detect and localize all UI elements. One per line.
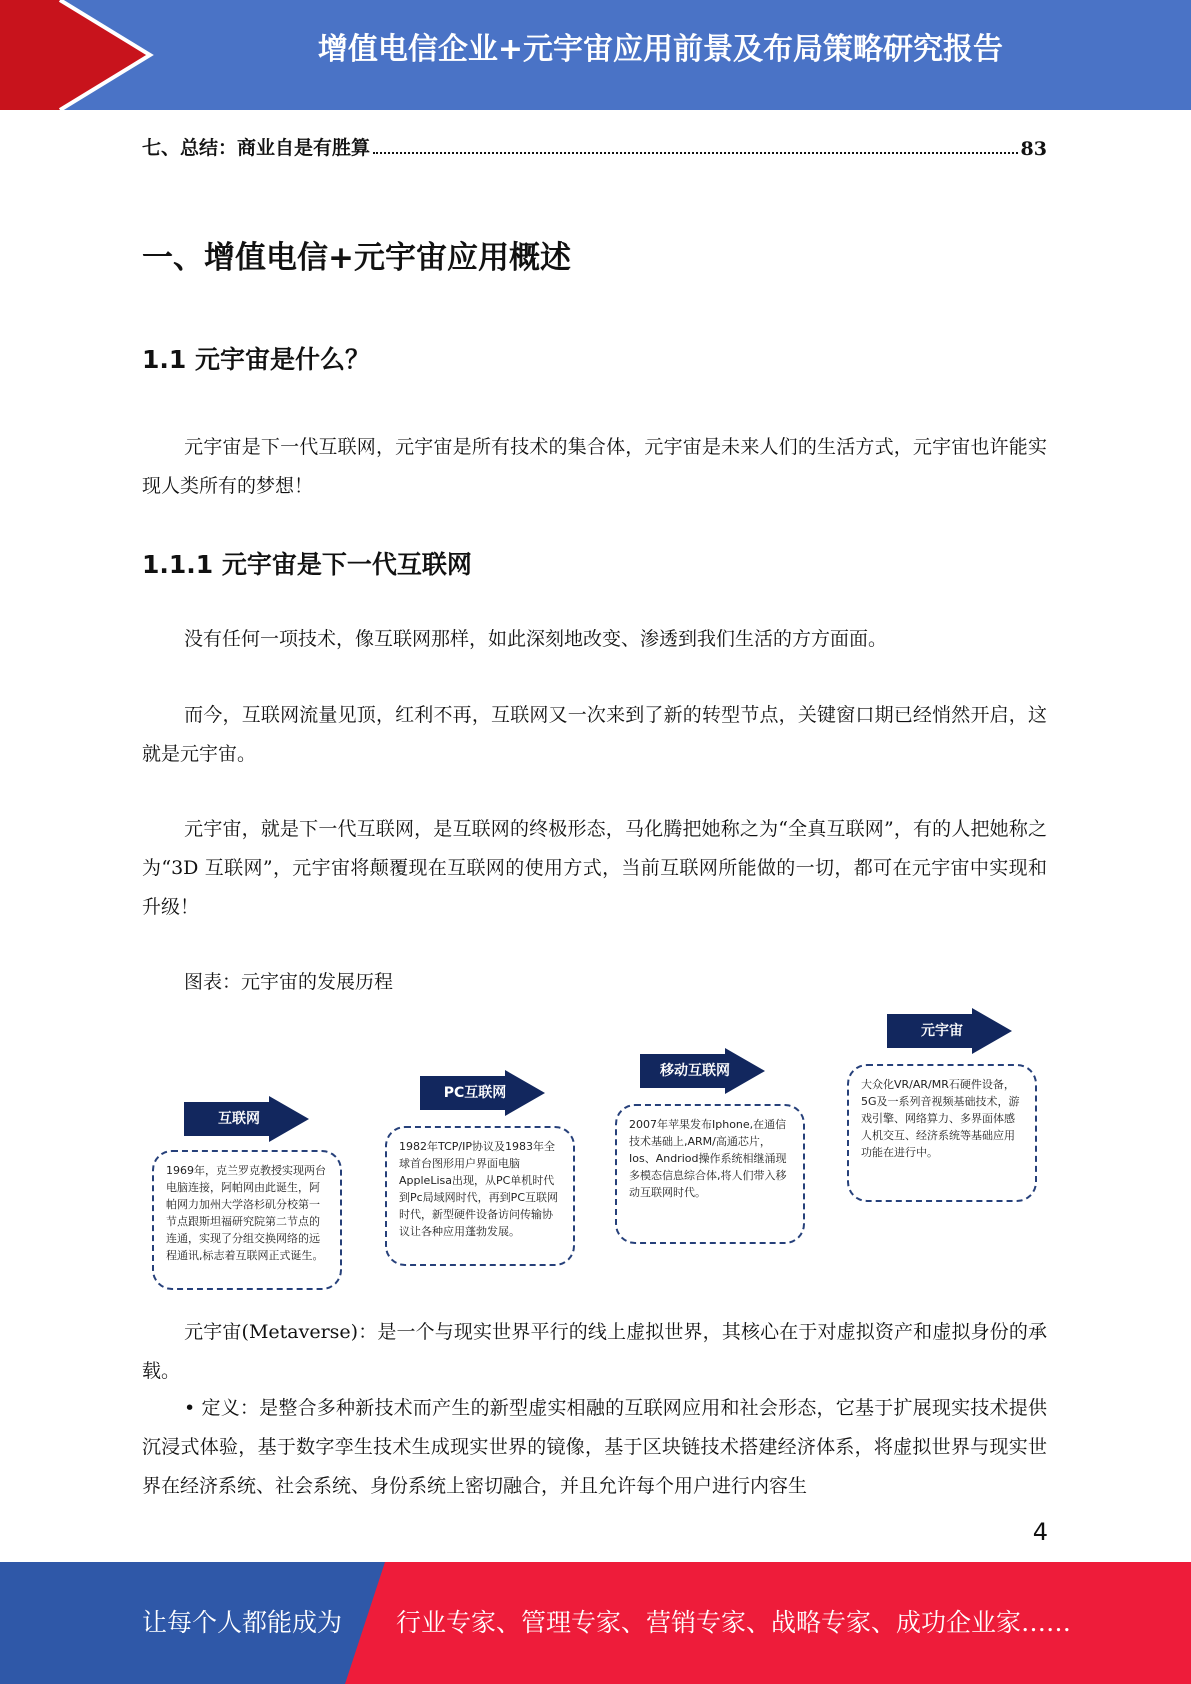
stage-label: 互联网 xyxy=(218,1111,260,1127)
page-footer xyxy=(0,1562,1191,1684)
page-header xyxy=(0,0,1191,110)
subsection-heading-1-1: 1.1 元宇宙是什么？ xyxy=(142,345,370,374)
stage-label: 移动互联网 xyxy=(660,1063,730,1079)
stage-label: PC互联网 xyxy=(443,1085,507,1101)
paragraph-4: 元宇宙，就是下一代互联网，是互联网的终极形态，马化腾把她称之为“全真互联网”，有的人把她称之为“3D 互联网”，元宇宙将颠覆现在互联网的使用方式，当前互联网所能做的一切，都可在元宇宙中实现和升级！ xyxy=(142,818,1047,918)
footer-slogan-left: 让每个人都能成为 xyxy=(142,1608,343,1637)
stage-description: 大众化VR/AR/MR石硬件设备，5G及一系列音视频基础技术，游戏引擎、网络算力、多界面体感人机交互、经济系统等基础应用功能在进行中。 xyxy=(847,1064,1037,1202)
toc-page: 83 xyxy=(1020,138,1047,160)
paragraph-5: 元宇宙(Metaverse)：是一个与现实世界平行的线上虚拟世界，其核心在于对虚拟资产和虚拟身份的承载。 xyxy=(142,1321,1047,1382)
stage-description: 1982年TCP/IP协议及1983年全球首台图形用户界面电脑AppleLisa出现，从PC单机时代到Pc局域网时代，再到PC互联网时代，新型硬件设备访问传输协议让各种应用蓬勃发展。 xyxy=(385,1126,575,1266)
figure-caption: 图表：元宇宙的发展历程 xyxy=(184,971,394,993)
stage-arrow-metaverse xyxy=(887,1008,1017,1046)
paragraph-definition: • 定义：是整合多种新技术而产生的新型虚实相融的互联网应用和社会形态，它基于扩展现实技术提供沉浸式体验，基于数字孪生技术生成现实世界的镜像，基于区块链技术搭建经济体系，将虚拟世界与现实世界在经济系统、社会系统、身份系统上密切融合，并且允许每个用户进行内容生 xyxy=(142,1397,1047,1497)
page-number: 4 xyxy=(1032,1518,1048,1546)
timeline-figure xyxy=(142,1000,1047,1300)
toc-label: 七、总结：商业自是有胜算 xyxy=(142,137,371,159)
stage-description: 2007年苹果发布Iphone,在通信技术基础上,ARM/高通芯片，Ios、Andriod操作系统相继涌现多模态信息综合体,将人们带入移动互联网时代。 xyxy=(615,1104,805,1244)
stage-arrow-pc-internet xyxy=(420,1070,550,1108)
paragraph-intro: 元宇宙是下一代互联网，元宇宙是所有技术的集合体，元宇宙是未来人们的生活方式，元宇宙也许能实现人类所有的梦想！ xyxy=(142,436,1047,497)
stage-arrow-internet xyxy=(184,1096,314,1134)
header-title: 增值电信企业+元宇宙应用前景及布局策略研究报告 xyxy=(317,32,1004,67)
section-heading: 一、增值电信+元宇宙应用概述 xyxy=(142,240,571,276)
stage-label: 元宇宙 xyxy=(921,1023,963,1039)
subsection-heading-1-1-1: 1.1.1 元宇宙是下一代互联网 xyxy=(142,550,472,579)
stage-arrow-mobile-internet xyxy=(640,1048,770,1086)
paragraph-2: 没有任何一项技术，像互联网那样，如此深刻地改变、渗透到我们生活的方方面面。 xyxy=(184,628,888,650)
paragraph-3: 而今，互联网流量见顶，红利不再，互联网又一次来到了新的转型节点，关键窗口期已经悄然开启，这就是元宇宙。 xyxy=(142,704,1047,765)
toc-entry[interactable] xyxy=(142,130,1047,160)
footer-slogan-right: 行业专家、管理专家、营销专家、战略专家、成功企业家…… xyxy=(396,1608,1072,1637)
header-chevron-icon xyxy=(0,0,160,110)
toc-leader-dots xyxy=(373,152,1018,154)
stage-description: 1969年，克兰罗克教授实现两台电脑连接，阿帕网由此诞生，阿帕网力加州大学洛杉矶分校第一节点跟斯坦福研究院第二节点的连通，实现了分组交换网络的远程通讯,标志着互联网正式诞生。 xyxy=(152,1150,342,1290)
